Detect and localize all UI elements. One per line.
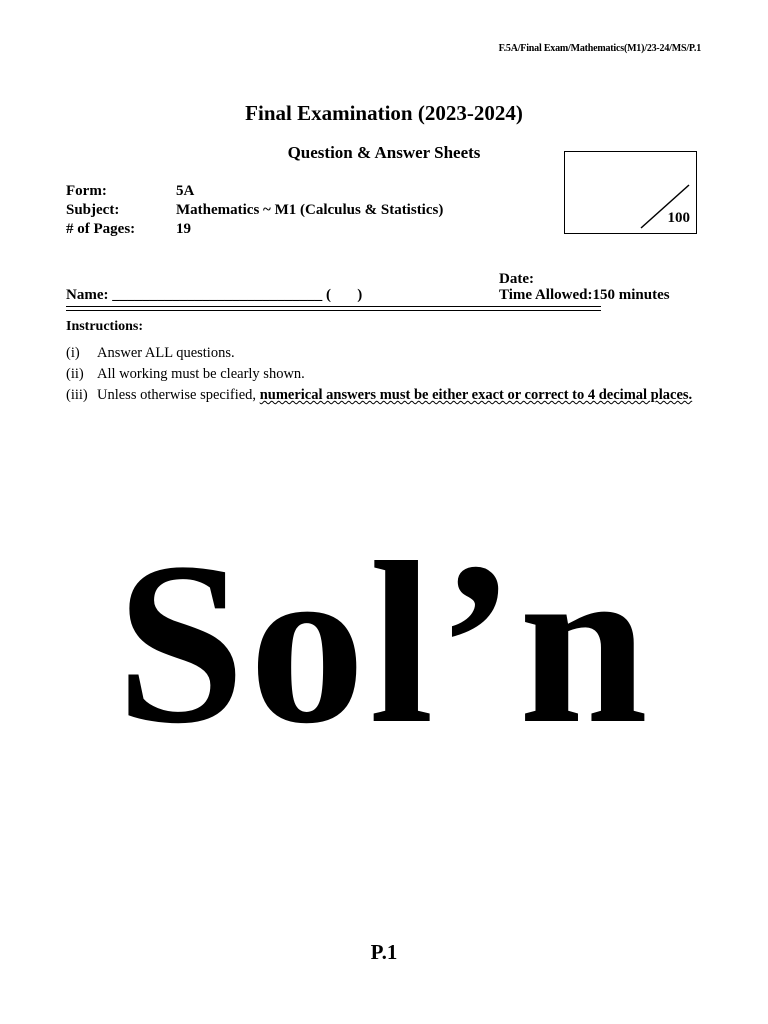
date-field: Date: [499, 271, 534, 287]
item-text: All working must be clearly shown. [97, 366, 305, 382]
item-text-container [97, 385, 706, 406]
time-allowed: Time Allowed:150 minutes [499, 287, 670, 303]
page-number: P.1 [370, 940, 398, 964]
info-row-form [66, 182, 443, 201]
score-box [564, 151, 697, 234]
info-row-subject [66, 201, 443, 220]
info-label: # of Pages: [66, 221, 136, 237]
exam-subtitle: Question & Answer Sheets [287, 143, 481, 162]
exam-info [66, 182, 443, 239]
item-number: (iii) [66, 387, 88, 403]
info-label: Subject: [66, 202, 120, 218]
info-value: 5A [176, 183, 195, 199]
instructions-title: Instructions: [66, 319, 144, 334]
item-number: (ii) [66, 366, 84, 382]
list-item [66, 385, 706, 406]
score-total: 100 [667, 210, 690, 226]
info-row-pages [66, 220, 443, 239]
double-divider [66, 306, 601, 311]
instructions-list [66, 343, 706, 406]
info-value: 19 [176, 221, 191, 237]
info-value: Mathematics ~ M1 (Calculus & Statistics) [176, 202, 444, 218]
item-text: Answer ALL questions. [97, 345, 235, 361]
emphasis-text: numerical answers must be either exact or correct to 4 decimal places. [259, 387, 693, 403]
item-number: (i) [66, 345, 80, 361]
solution-watermark: Sol’n [116, 515, 652, 772]
item-text: Unless otherwise specified, [97, 387, 260, 403]
name-field: Name: ____________________________ ( ) [66, 287, 363, 303]
list-item [66, 343, 706, 364]
info-label: Form: [66, 183, 107, 199]
document-reference: F.5A/Final Exam/Mathematics(M1)/23-24/MS/P.1 [498, 43, 701, 54]
exam-title: Final Examination (2023-2024) [245, 101, 523, 125]
list-item [66, 364, 706, 385]
